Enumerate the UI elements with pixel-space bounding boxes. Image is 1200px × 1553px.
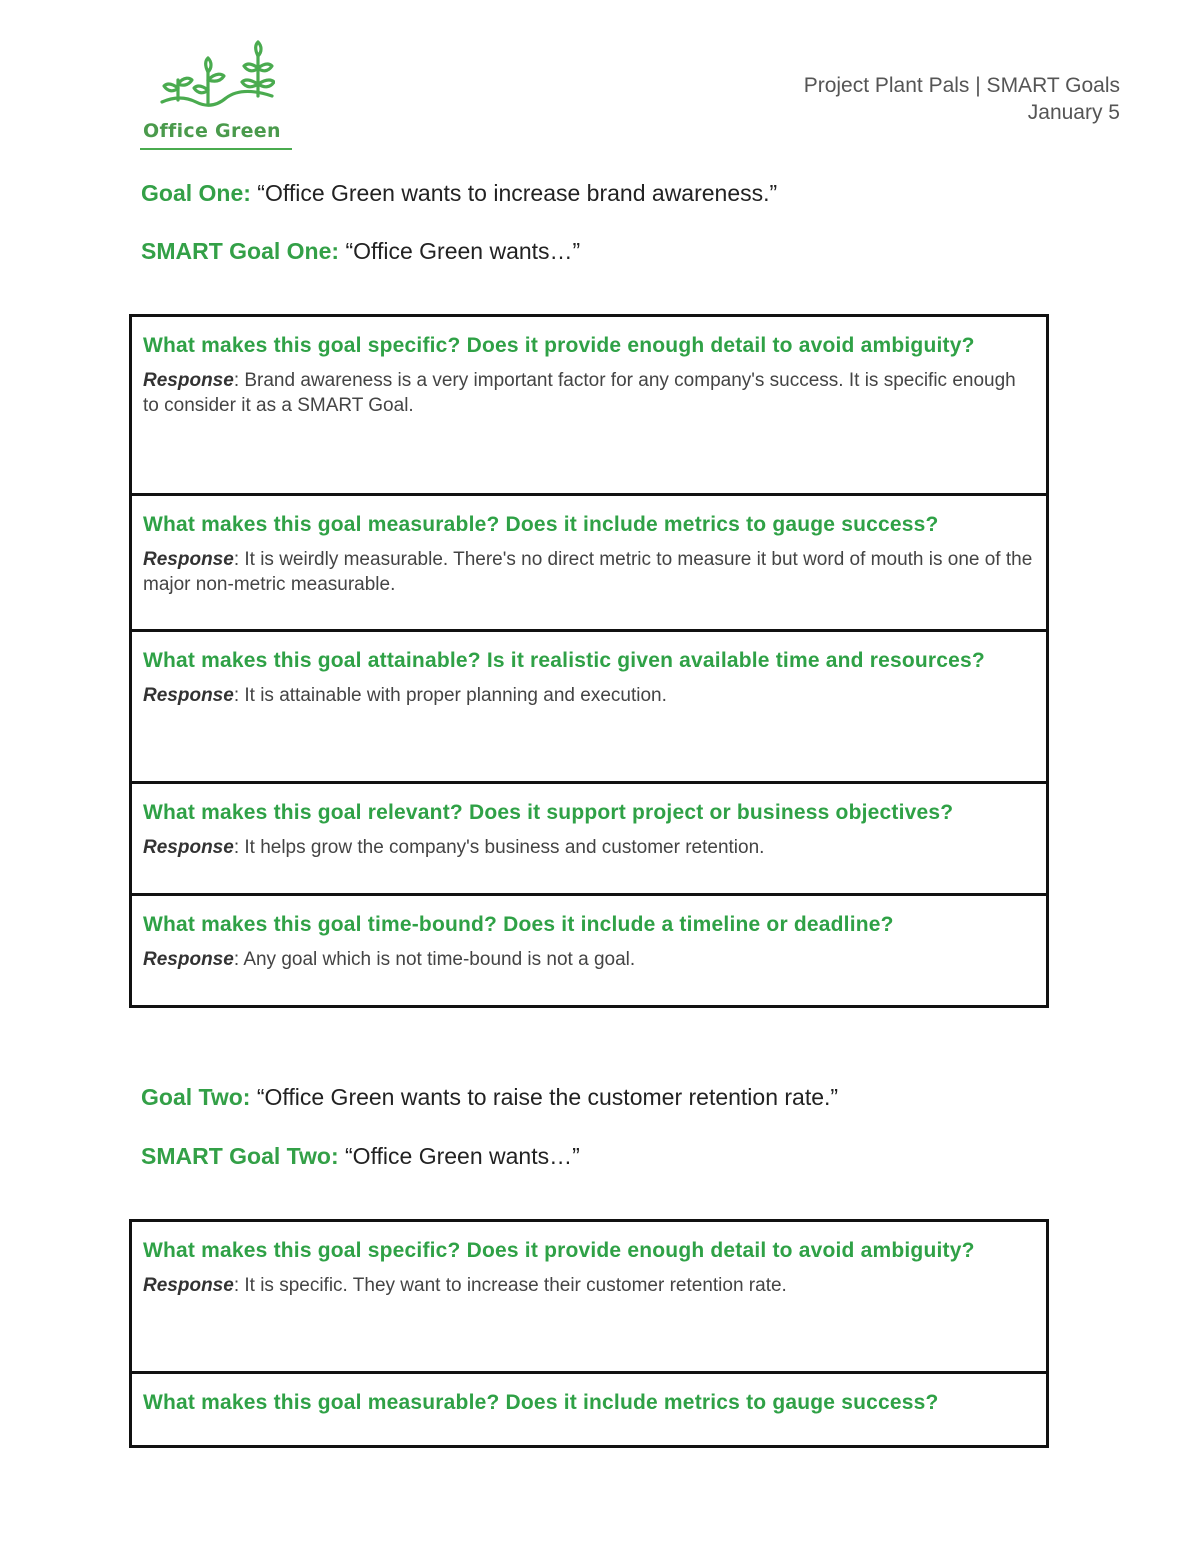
- table-row: [131, 1373, 1048, 1447]
- goal-one-table: [129, 314, 1049, 1008]
- response-text: : It helps grow the company's business and customer retention.: [233, 837, 765, 858]
- response-label: Response: [143, 949, 234, 970]
- question-relevant: What makes this goal relevant? Does it support project or business objectives?: [143, 801, 954, 824]
- goal-two-table: [129, 1219, 1049, 1448]
- table-row: [131, 783, 1048, 895]
- question-specific: What makes this goal specific? Does it provide enough detail to avoid ambiguity?: [143, 334, 975, 357]
- goal-two-line: [141, 1084, 838, 1111]
- response-label: Response: [143, 837, 234, 858]
- table-cell: [131, 495, 1048, 631]
- goal-one-text: “Office Green wants to increase brand awareness.”: [257, 180, 778, 206]
- logo-underline: [140, 148, 292, 150]
- response: [143, 1273, 1035, 1298]
- smart-goal-two-text: “Office Green wants…”: [345, 1143, 580, 1169]
- table-cell: [131, 1373, 1048, 1447]
- response: [143, 368, 1035, 418]
- question-attainable: What makes this goal attainable? Is it realistic given available time and resources?: [143, 649, 985, 672]
- response: [143, 683, 1035, 708]
- table-row: [131, 1221, 1048, 1373]
- header-title: Project Plant Pals | SMART Goals: [803, 74, 1120, 97]
- response-label: Response: [143, 685, 234, 706]
- office-green-logo: [140, 40, 295, 155]
- table-cell: [131, 1221, 1048, 1373]
- table-row: [131, 316, 1048, 495]
- response: [143, 835, 1035, 860]
- question-specific: What makes this goal specific? Does it provide enough detail to avoid ambiguity?: [143, 1239, 975, 1262]
- response-text: : It is weirdly measurable. There's no direct metric to measure it but word of mouth is one of the major non-metric measurable.: [143, 549, 1033, 595]
- response-label: Response: [143, 549, 234, 570]
- table-cell: [131, 895, 1048, 1007]
- response-text: : Brand awareness is a very important factor for any company's success. It is specific enough to consider it as a SMART Goal.: [143, 370, 1016, 416]
- response-text: : It is specific. They want to increase their customer retention rate.: [233, 1275, 787, 1296]
- sprouts-icon: [160, 40, 275, 115]
- response: [143, 947, 1035, 972]
- goal-two-label: Goal Two:: [141, 1084, 251, 1110]
- table-cell: [131, 631, 1048, 783]
- smart-goal-two-label: SMART Goal Two:: [141, 1143, 339, 1169]
- table-row: [131, 895, 1048, 1007]
- goal-one-line: [141, 180, 777, 207]
- response: [143, 547, 1035, 597]
- question-time-bound: What makes this goal time-bound? Does it include a timeline or deadline?: [143, 913, 894, 936]
- table-row: [131, 631, 1048, 783]
- smart-goal-two-line: [141, 1143, 580, 1170]
- smart-goal-one-label: SMART Goal One:: [141, 238, 340, 264]
- goal-two-text: “Office Green wants to raise the customer retention rate.”: [256, 1084, 839, 1110]
- logo-text: Office Green: [143, 120, 281, 142]
- table-cell: [131, 783, 1048, 895]
- document-header: [804, 72, 1120, 126]
- response-label: Response: [143, 370, 234, 391]
- header-date: January 5: [1027, 101, 1120, 124]
- table-row: [131, 495, 1048, 631]
- question-measurable: What makes this goal measurable? Does it include metrics to gauge success?: [143, 1391, 939, 1414]
- table-cell: [131, 316, 1048, 495]
- response-text: : It is attainable with proper planning and execution.: [233, 685, 667, 706]
- response-label: Response: [143, 1275, 234, 1296]
- goal-one-label: Goal One:: [141, 180, 251, 206]
- question-measurable: What makes this goal measurable? Does it include metrics to gauge success?: [143, 513, 939, 536]
- response-text: : Any goal which is not time-bound is not a goal.: [233, 949, 636, 970]
- smart-goal-one-line: [141, 238, 580, 265]
- smart-goal-one-text: “Office Green wants…”: [345, 238, 581, 264]
